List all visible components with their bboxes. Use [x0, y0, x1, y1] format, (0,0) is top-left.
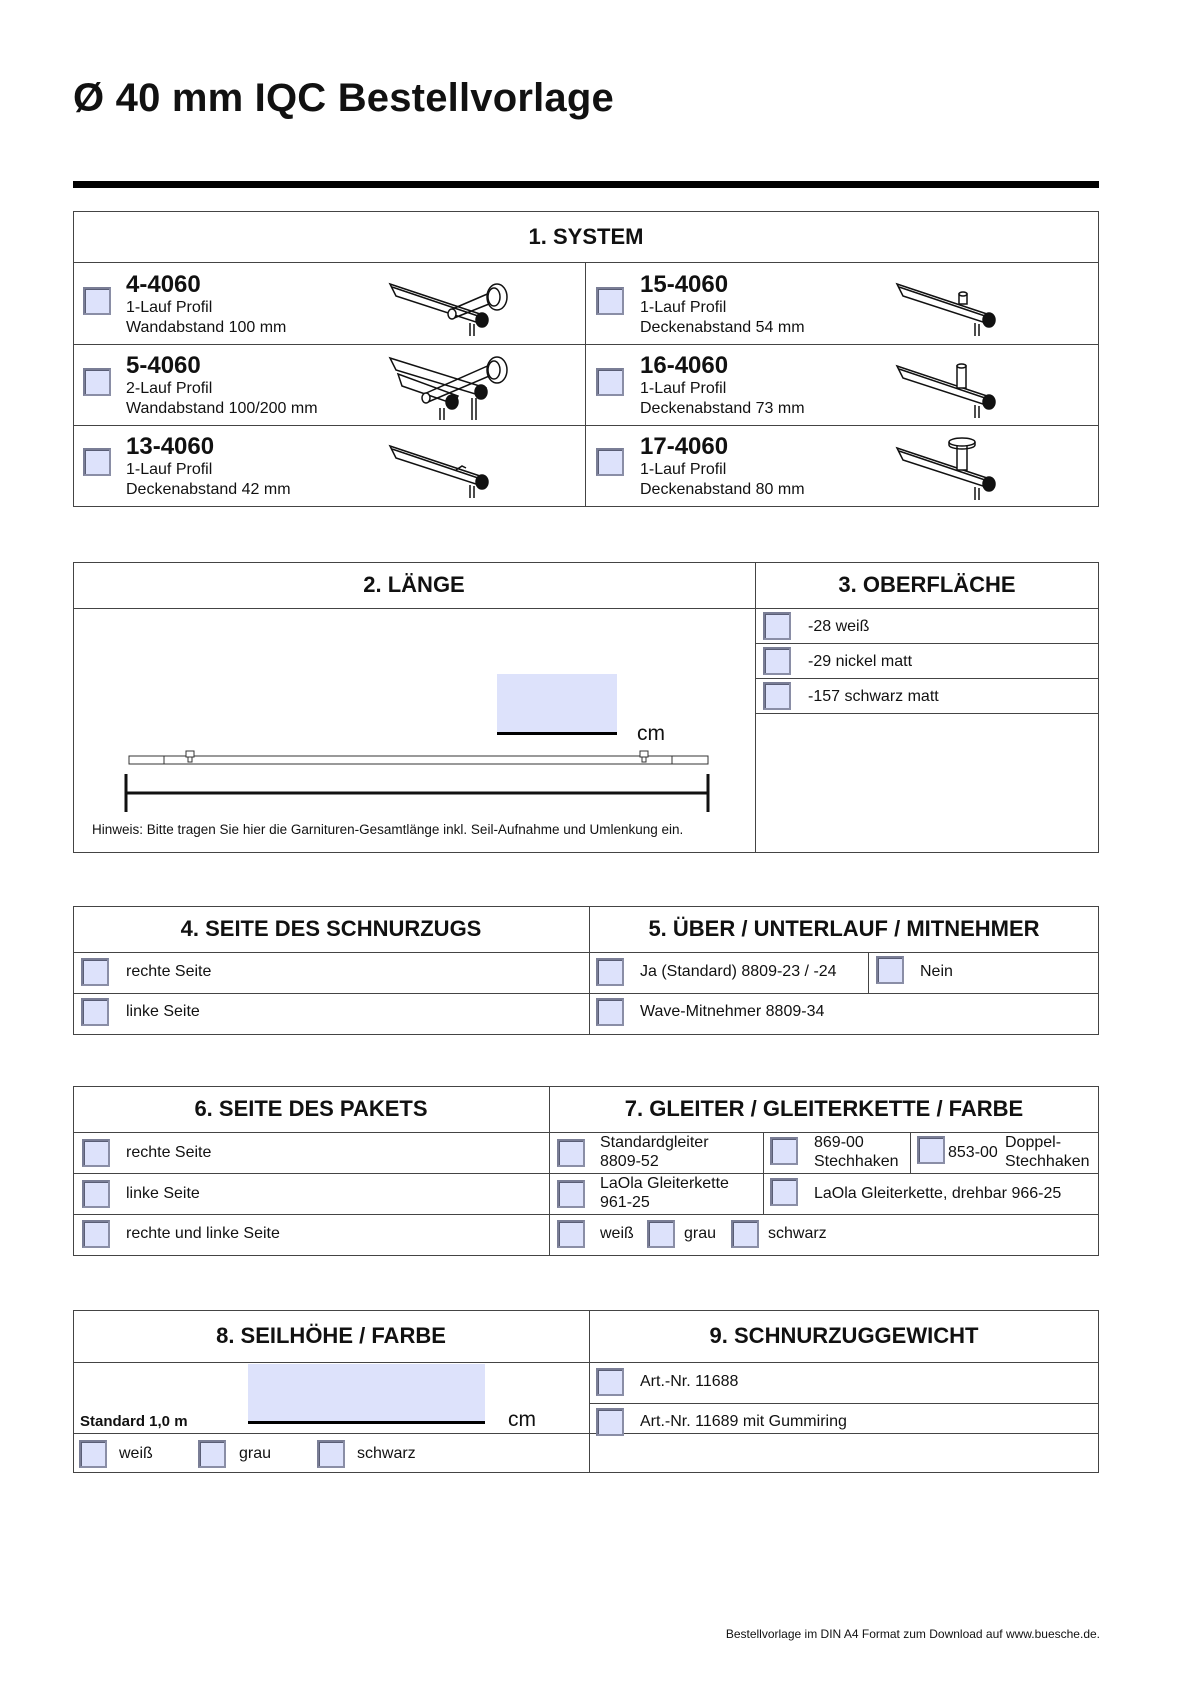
- rope-color-weiss-checkbox[interactable]: [79, 1440, 107, 1468]
- divider: [73, 1132, 1099, 1133]
- system-detail: Deckenabstand 42 mm: [126, 481, 291, 498]
- surface-option-label: -157 schwarz matt: [808, 688, 939, 705]
- glider-standard-checkbox[interactable]: [557, 1139, 585, 1167]
- system-code: 4-4060: [126, 271, 201, 298]
- section-rope-heading: 8. SEILHÖHE / FARBE: [216, 1323, 446, 1348]
- section-weight-heading: 9. SCHNURZUGGEWICHT: [709, 1323, 979, 1348]
- package-side-right-checkbox[interactable]: [82, 1139, 110, 1167]
- divider: [73, 1173, 1099, 1174]
- glider-option-label: Standardgleiter: [600, 1134, 709, 1151]
- weight-option-label: Art.-Nr. 11689 mit Gummiring: [640, 1413, 847, 1430]
- divider: [755, 643, 1099, 644]
- glider-option-label: Doppel-: [1005, 1134, 1062, 1151]
- glider-color-schwarz-checkbox[interactable]: [731, 1220, 759, 1248]
- weight-option-label: Art.-Nr. 11688: [640, 1373, 739, 1390]
- system-detail: Deckenabstand 54 mm: [640, 319, 805, 336]
- length-input[interactable]: [497, 674, 617, 732]
- section-cord-side-heading: 4. SEITE DES SCHNURZUGS: [180, 916, 482, 941]
- divider: [73, 993, 1099, 994]
- section-system-heading: 1. SYSTEM: [528, 224, 644, 249]
- glider-color-label: weiß: [600, 1225, 634, 1242]
- cord-side-right-checkbox[interactable]: [81, 958, 109, 986]
- package-side-option-label: rechte und linke Seite: [126, 1225, 280, 1242]
- divider: [763, 1132, 764, 1214]
- ceiling-bracket-54-icon: [895, 278, 1015, 338]
- divider: [73, 262, 1099, 263]
- divider: [73, 425, 1099, 426]
- divider: [755, 678, 1099, 679]
- system-code: 13-4060: [126, 433, 215, 460]
- system-profile: 2-Lauf Profil: [126, 380, 213, 397]
- glider-laola-checkbox[interactable]: [557, 1180, 585, 1208]
- system-profile: 1-Lauf Profil: [640, 461, 727, 478]
- glider-option-label: LaOla Gleiterkette, drehbar 966-25: [814, 1185, 1062, 1202]
- divider: [73, 952, 1099, 953]
- divider: [73, 344, 1099, 345]
- rope-height-input-underline: [248, 1421, 485, 1424]
- section-package-side-heading: 6. SEITE DES PAKETS: [194, 1096, 428, 1121]
- system-detail: Wandabstand 100 mm: [126, 319, 287, 336]
- surface-nickel-matt-checkbox[interactable]: [763, 647, 791, 675]
- ceiling-bracket-80-icon: [895, 436, 1015, 502]
- system-profile: 1-Lauf Profil: [126, 461, 213, 478]
- divider: [73, 1433, 1099, 1434]
- cord-side-option-label: linke Seite: [126, 1003, 200, 1020]
- system-15-4060-checkbox[interactable]: [596, 287, 624, 315]
- title-divider: [73, 181, 1099, 188]
- surface-option-label: -29 nickel matt: [808, 653, 913, 670]
- divider: [73, 1214, 1099, 1215]
- glider-option-label: Stechhaken: [814, 1153, 899, 1170]
- overlap-option-label: Wave-Mitnehmer 8809-34: [640, 1003, 825, 1020]
- system-code: 17-4060: [640, 433, 729, 460]
- rope-color-label: schwarz: [357, 1445, 416, 1462]
- glider-option-label: 8809-52: [600, 1153, 659, 1170]
- system-profile: 1-Lauf Profil: [640, 380, 727, 397]
- section-glider-heading: 7. GLEITER / GLEITERKETTE / FARBE: [624, 1096, 1024, 1121]
- system-code: 5-4060: [126, 352, 201, 379]
- section-surface-heading: 3. OBERFLÄCHE: [838, 572, 1016, 597]
- cord-side-left-checkbox[interactable]: [81, 998, 109, 1026]
- system-code: 16-4060: [640, 352, 729, 379]
- divider: [73, 1362, 1099, 1363]
- glider-option-label: LaOla Gleiterkette: [600, 1175, 729, 1192]
- surface-weiss-checkbox[interactable]: [763, 612, 791, 640]
- rope-height-unit: cm: [508, 1408, 536, 1431]
- system-13-4060-checkbox[interactable]: [83, 448, 111, 476]
- glider-option-label: 961-25: [600, 1194, 650, 1211]
- page-title: Ø 40 mm IQC Bestellvorlage: [73, 76, 614, 120]
- system-detail: Wandabstand 100/200 mm: [126, 400, 318, 417]
- system-4-4060-checkbox[interactable]: [83, 287, 111, 315]
- surface-schwarz-matt-checkbox[interactable]: [763, 682, 791, 710]
- package-side-option-label: linke Seite: [126, 1185, 200, 1202]
- system-code: 15-4060: [640, 271, 729, 298]
- system-16-4060-checkbox[interactable]: [596, 368, 624, 396]
- glider-option-label: Stechhaken: [1005, 1153, 1090, 1170]
- rope-standard-label: Standard 1,0 m: [80, 1413, 188, 1430]
- package-side-left-checkbox[interactable]: [82, 1180, 110, 1208]
- system-17-4060-checkbox[interactable]: [596, 448, 624, 476]
- system-profile: 1-Lauf Profil: [640, 299, 727, 316]
- ceiling-bracket-73-icon: [895, 358, 1015, 420]
- rope-color-label: grau: [239, 1445, 272, 1462]
- weight-11689-checkbox[interactable]: [596, 1408, 624, 1436]
- glider-doppel-stechhaken-checkbox[interactable]: [917, 1136, 945, 1164]
- divider: [910, 1132, 911, 1173]
- length-input-underline: [497, 732, 617, 735]
- divider: [868, 952, 869, 993]
- system-5-4060-checkbox[interactable]: [83, 368, 111, 396]
- glider-stechhaken-checkbox[interactable]: [770, 1137, 798, 1165]
- divider: [585, 262, 586, 507]
- glider-color-weiss-checkbox[interactable]: [557, 1220, 585, 1248]
- glider-option-label: 869-00: [814, 1134, 864, 1151]
- rope-color-schwarz-checkbox[interactable]: [317, 1440, 345, 1468]
- package-side-option-label: rechte Seite: [126, 1144, 212, 1161]
- glider-option-code: 853-00: [948, 1144, 998, 1161]
- overlap-yes-checkbox[interactable]: [596, 958, 624, 986]
- section-length-heading: 2. LÄNGE: [363, 572, 465, 597]
- footer-note: Bestellvorlage im DIN A4 Format zum Download auf www.buesche.de.: [725, 1627, 1100, 1641]
- length-unit: cm: [637, 722, 665, 745]
- surface-option-label: -28 weiß: [808, 618, 870, 635]
- package-side-both-checkbox[interactable]: [82, 1220, 110, 1248]
- overlap-option-label: Ja (Standard) 8809-23 / -24: [640, 963, 837, 980]
- rail-diagram-icon: [126, 748, 710, 816]
- length-note: Hinweis: Bitte tragen Sie hier die Garnituren-Gesamtlänge inkl. Seil-Aufnahme und Umlenkung ein.: [92, 822, 684, 837]
- system-profile: 1-Lauf Profil: [126, 299, 213, 316]
- wall-bracket-double-icon: [388, 352, 518, 422]
- rope-color-label: weiß: [119, 1445, 153, 1462]
- divider: [755, 713, 1099, 714]
- divider: [73, 608, 1099, 609]
- rope-color-grau-checkbox[interactable]: [198, 1440, 226, 1468]
- divider: [589, 1403, 1099, 1404]
- system-detail: Deckenabstand 80 mm: [640, 481, 805, 498]
- cord-side-option-label: rechte Seite: [126, 963, 212, 980]
- wall-bracket-single-icon: [388, 278, 518, 338]
- system-detail: Deckenabstand 73 mm: [640, 400, 805, 417]
- glider-color-grau-checkbox[interactable]: [647, 1220, 675, 1248]
- ceiling-bracket-42-icon: [388, 440, 518, 500]
- overlap-no-checkbox[interactable]: [876, 956, 904, 984]
- glider-color-label: grau: [684, 1225, 717, 1242]
- glider-laola-drehbar-checkbox[interactable]: [770, 1178, 798, 1206]
- overlap-option-label: Nein: [920, 963, 953, 980]
- glider-color-label: schwarz: [768, 1225, 827, 1242]
- overlap-wave-checkbox[interactable]: [596, 998, 624, 1026]
- weight-11688-checkbox[interactable]: [596, 1368, 624, 1396]
- rope-height-input[interactable]: [248, 1364, 485, 1421]
- section-overlap-heading: 5. ÜBER / UNTERLAUF / MITNEHMER: [648, 916, 1040, 941]
